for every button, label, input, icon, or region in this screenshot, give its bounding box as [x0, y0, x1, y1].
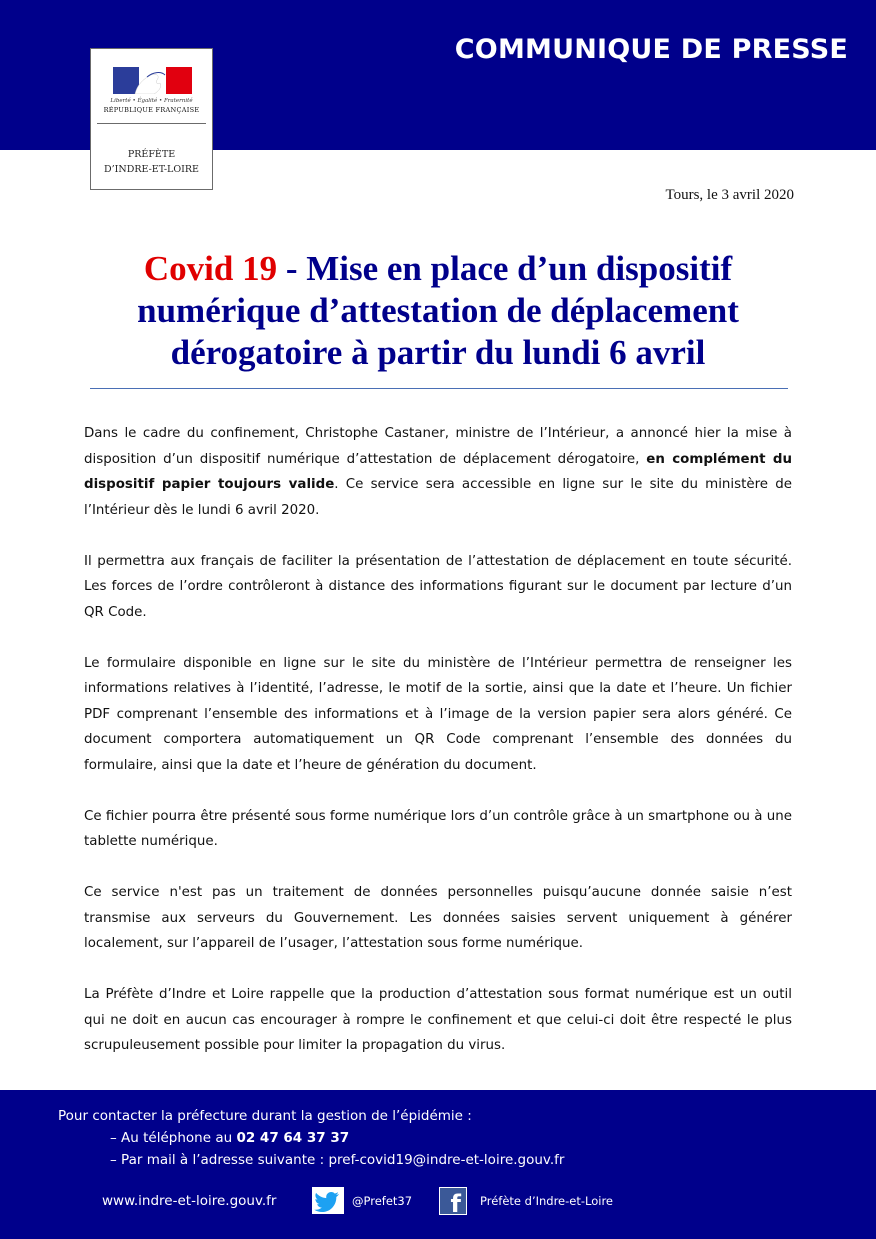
headline-text: - Mise en place d’un dispositif numérique d’attestation de déplacement dérogatoire à partir du lundi 6 avril	[137, 249, 739, 372]
paragraph-1	[84, 421, 792, 523]
paragraph-2: Il permettra aux français de faciliter la présentation de l’attestation de déplacement en toute sécurité. Les forces de l’ordre contrôleront à distance des informations figurant sur le document par lecture d’un QR Code.	[84, 553, 792, 620]
paragraph-1-emphasis: en complément du dispositif papier toujours valide	[84, 451, 792, 492]
prefecture-line-2: D’INDRE-ET-LOIRE	[104, 164, 199, 175]
facebook-page-link[interactable]: Préfète d’Indre-et-Loire	[480, 1194, 614, 1208]
marianne-flag-icon	[113, 67, 192, 94]
website-link[interactable]: www.indre-et-loire.gouv.fr	[102, 1193, 277, 1209]
mail-label: – Par mail à l’adresse suivante :	[110, 1152, 329, 1168]
contact-phone	[110, 1130, 349, 1146]
paragraph-4: Ce fichier pourra être présenté sous forme numérique lors d’un contrôle grâce à un smartphone ou à une tablette numérique.	[84, 808, 792, 849]
contact-intro: Pour contacter la préfecture durant la gestion de l’épidémie :	[58, 1108, 472, 1124]
headline-rule	[90, 388, 788, 389]
facebook-icon[interactable]: f	[439, 1187, 467, 1215]
phone-label: – Au téléphone au	[110, 1130, 237, 1146]
paragraph-5: Ce service n'est pas un traitement de données personnelles puisqu’aucune donnée saisie n’est transmise aux serveurs du Gouvernement. Les données saisies servent uniquement à générer localement, sur l’appareil de l’usager, l’attestation sous forme numérique.	[84, 885, 792, 951]
headline-highlight: Covid 19	[143, 249, 278, 288]
paragraph-1-end: . Ce service sera accessible en ligne sur le site du ministère de l’Intérieur dès le lundi 6 avril 2020.	[84, 477, 793, 518]
paragraph-6: La Préfète d’Indre et Loire rappelle que la production d’attestation sous format numérique est un outil qui ne doit en aucun cas encourager à rompre le confinement et que celui-ci doit être respecté le plus scrupuleusement possible pour limiter la propagation du virus.	[84, 987, 792, 1053]
republic-name: RÉPUBLIQUE FRANÇAISE	[103, 106, 200, 114]
republic-motto: Liberté • Égalité • Fraternité	[110, 98, 193, 104]
prefecture-name	[91, 147, 212, 177]
prefecture-line-1: PRÉFÈTE	[127, 149, 176, 160]
contact-footer	[0, 1090, 876, 1239]
press-release-title: COMMUNIQUE DE PRESSE	[454, 34, 848, 65]
mail-address-link[interactable]: pref-covid19@indre-et-loire.gouv.fr	[328, 1152, 565, 1168]
contact-mail	[110, 1152, 564, 1168]
press-release-body	[84, 421, 792, 1084]
phone-number[interactable]: 02 47 64 37 37	[236, 1130, 350, 1146]
logo-divider	[97, 123, 206, 124]
publication-date: Tours, le 3 avril 2020	[665, 187, 794, 203]
headline	[60, 248, 816, 374]
paragraph-1-start: Dans le cadre du confinement, Christophe Castaner, ministre de l’Intérieur, a annoncé hier la mise à disposition d’un dispositif numérique d’attestation de déplacement dérogatoire,	[84, 426, 792, 467]
twitter-icon[interactable]	[312, 1187, 344, 1214]
twitter-handle-link[interactable]: @Prefet37	[352, 1194, 413, 1208]
paragraph-3: Le formulaire disponible en ligne sur le site du ministère de l’Intérieur permettra de renseigner les informations relatives à l’identité, l’adresse, le motif de la sortie, ainsi que la date et l’heure. Un fichier PDF comprenant l’ensemble des informations et à l’image de la version papier sera alors généré. Ce document comportera automatiquement un QR Code comprenant l’ensemble des données du formulaire, ainsi que la date et l’heure de génération du document.	[84, 655, 792, 773]
prefecture-logo	[90, 48, 213, 190]
